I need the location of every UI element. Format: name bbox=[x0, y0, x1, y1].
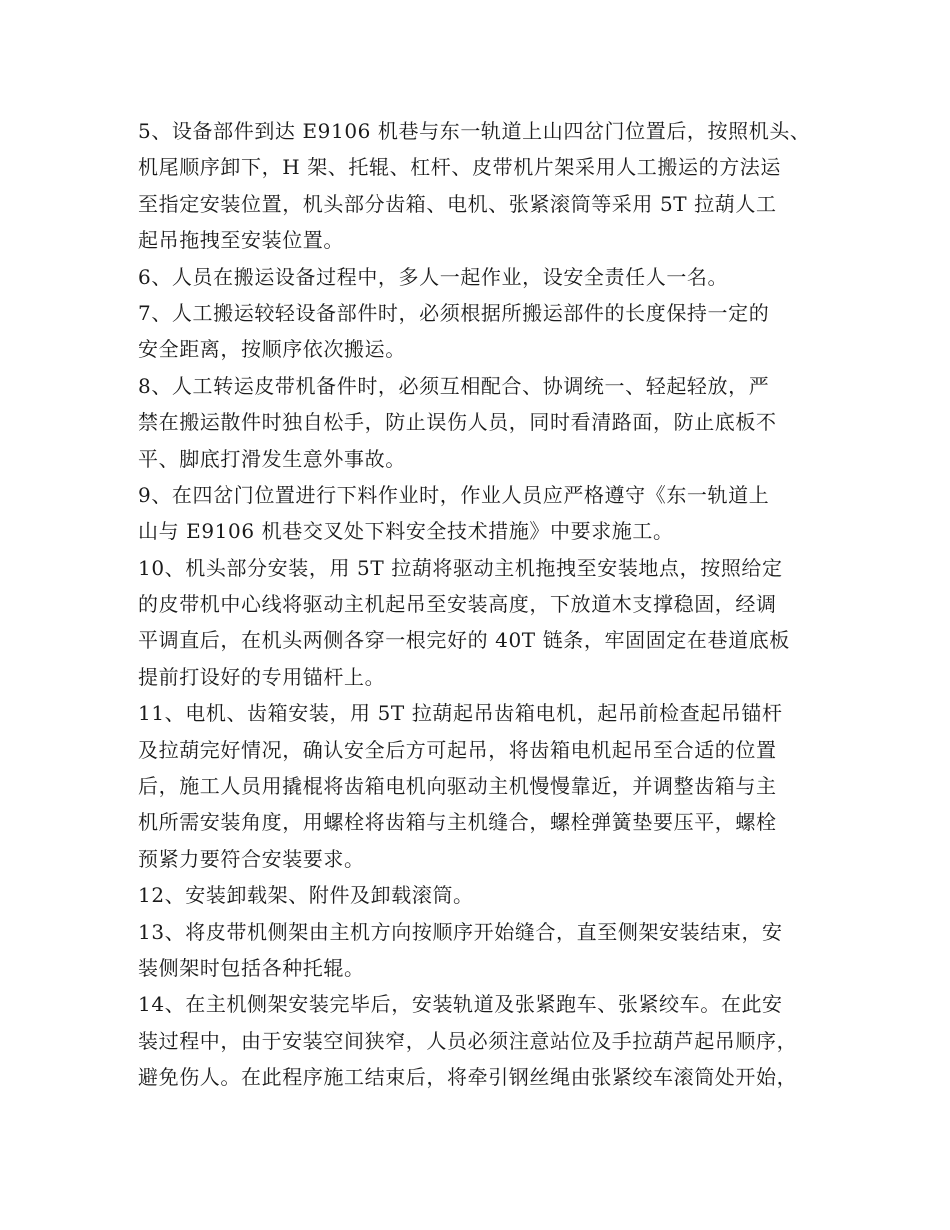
text-line: 山与 E9106 机巷交叉处下料安全技术措施》中要求施工。 bbox=[138, 519, 674, 544]
text-line: 5、设备部件到达 E9106 机巷与东一轨道上山四岔门位置后，按照机头、 bbox=[138, 119, 811, 143]
text-line: 6、人员在搬运设备过程中，多人一起作业，设安全责任人一名。 bbox=[138, 264, 729, 289]
text-line: 9、在四岔门位置进行下料作业时，作业人员应严格遵守《东一轨道上 bbox=[138, 482, 770, 507]
text-line: 装过程中，由于安装空间狭窄，人员必须注意站位及手拉葫芦起吊顺序， bbox=[138, 1028, 798, 1053]
text-line: 14、在主机侧架安装完毕后，安装轨道及张紧跑车、张紧绞车。在此安 bbox=[138, 992, 783, 1017]
text-line: 装侧架时包括各种托辊。 bbox=[138, 955, 365, 980]
text-line: 避免伤人。在此程序施工结束后，将牵引钢丝绳由张紧绞车滚筒处开始， bbox=[138, 1065, 798, 1090]
text-line: 7、人工搬运较轻设备部件时，必须根据所搬运部件的长度保持一定的 bbox=[138, 300, 770, 325]
text-line: 提前打设好的专用锚杆上。 bbox=[138, 664, 386, 689]
document-body bbox=[138, 113, 838, 1096]
text-line: 12、安装卸载架、附件及卸载滚筒。 bbox=[138, 883, 474, 908]
text-line: 机尾顺序卸下，H 架、托辊、杠杆、皮带机片架采用人工搬运的方法运 bbox=[138, 155, 781, 180]
text-line: 13、将皮带机侧架由主机方向按顺序开始缝合，直至侧架安装结束，安 bbox=[138, 919, 783, 944]
text-line: 11、电机、齿箱安装，用 5T 拉葫起吊齿箱电机，起吊前检查起吊锚杆 bbox=[138, 701, 783, 726]
text-line: 的皮带机中心线将驱动主机起吊至安装高度，下放道木支撑稳固，经调 bbox=[138, 592, 777, 617]
text-line: 预紧力要符合安装要求。 bbox=[138, 846, 365, 871]
text-line: 安全距离，按顺序依次搬运。 bbox=[138, 337, 406, 362]
text-line: 后，施工人员用撬棍将齿箱电机向驱动主机慢慢靠近，并调整齿箱与主 bbox=[138, 774, 777, 799]
text-line: 及拉葫完好情况，确认安全后方可起吊，将齿箱电机起吊至合适的位置 bbox=[138, 737, 777, 762]
text-line: 起吊拖拽至安装位置。 bbox=[138, 228, 344, 253]
text-line: 10、机头部分安装，用 5T 拉葫将驱动主机拖拽至安装地点，按照给定 bbox=[138, 555, 783, 580]
text-line: 平调直后，在机头两侧各穿一根完好的 40T 链条，牢固固定在巷道底板 bbox=[138, 628, 790, 653]
text-line: 平、脚底打滑发生意外事故。 bbox=[138, 446, 406, 471]
text-line: 8、人工转运皮带机备件时，必须互相配合、协调统一、轻起轻放，严 bbox=[138, 373, 770, 398]
text-line: 至指定安装位置，机头部分齿箱、电机、张紧滚筒等采用 5T 拉葫人工 bbox=[138, 191, 777, 216]
text-line: 机所需安装角度，用螺栓将齿箱与主机缝合，螺栓弹簧垫要压平，螺栓 bbox=[138, 810, 777, 835]
text-line: 禁在搬运散件时独自松手，防止误伤人员，同时看清路面，防止底板不 bbox=[138, 410, 777, 435]
